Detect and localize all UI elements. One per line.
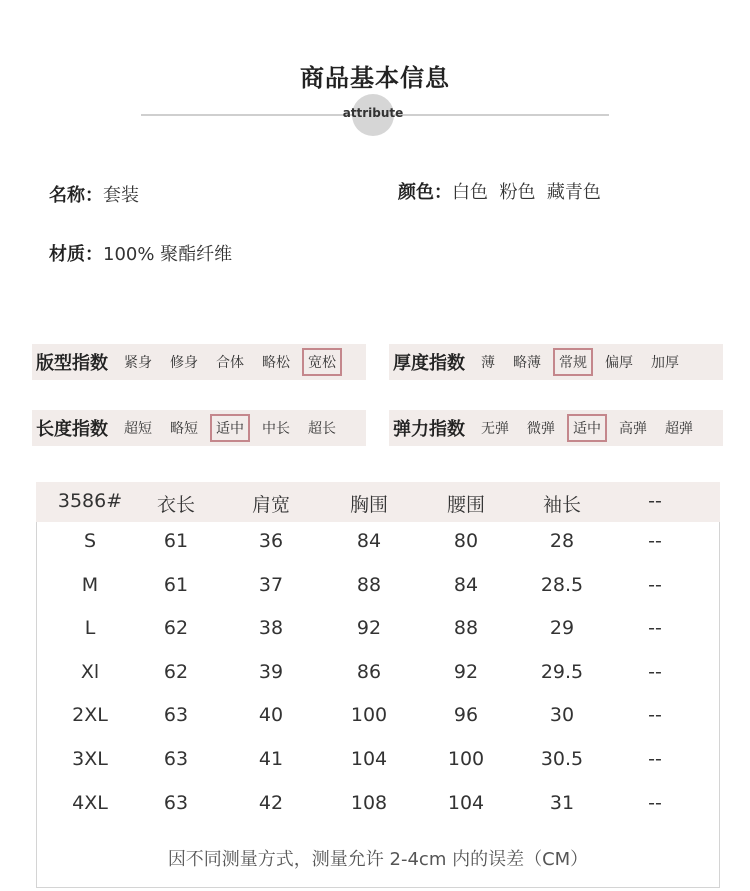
- info-color-key: 颜色：: [398, 182, 452, 203]
- fit-option: 合体: [216, 355, 244, 371]
- table-cell: 29.5: [540, 660, 584, 683]
- table-cell: 62: [163, 660, 189, 683]
- table-header-cell: 衣长: [156, 494, 196, 516]
- thickness-index-label: 厚度指数: [393, 353, 465, 374]
- table-cell: 41: [258, 748, 284, 770]
- measurement-note: 因不同测量方式，测量允许 2-4cm 内的误差（CM）: [167, 849, 589, 870]
- table-cell: 36: [258, 530, 284, 552]
- table-cell: 108: [350, 791, 388, 814]
- table-cell: M: [81, 573, 99, 596]
- fit-option: 略松: [262, 355, 290, 371]
- table-cell: 96: [453, 704, 479, 727]
- info-name: [49, 181, 139, 207]
- elasticity-option: 适中: [567, 414, 607, 442]
- table-header-cell: --: [648, 490, 662, 512]
- fit-option: 宽松: [302, 348, 342, 376]
- info-material-key: 材质：: [49, 244, 103, 265]
- info-color: [398, 178, 601, 204]
- elasticity-option: 超弹: [665, 421, 693, 437]
- fit-option: 紧身: [124, 355, 152, 371]
- thickness-option: 略薄: [513, 355, 541, 371]
- elasticity-option: 微弹: [527, 421, 555, 437]
- length-option: 中长: [262, 421, 290, 437]
- table-cell: --: [648, 704, 662, 727]
- table-cell: --: [648, 530, 662, 552]
- thickness-option: 偏厚: [605, 355, 633, 371]
- length-option: 超长: [308, 421, 336, 437]
- table-cell: --: [648, 617, 662, 640]
- table-cell: 100: [447, 748, 485, 770]
- table-cell: 104: [447, 791, 485, 814]
- elasticity-index-label: 弹力指数: [393, 419, 465, 440]
- table-cell: 61: [163, 530, 189, 552]
- table-cell: 63: [163, 748, 189, 770]
- table-cell: 29: [549, 617, 575, 640]
- table-cell: 86: [356, 660, 382, 683]
- table-cell: --: [648, 791, 662, 814]
- fit-option: 修身: [170, 355, 198, 371]
- table-cell: 28.5: [540, 573, 584, 596]
- table-cell: 104: [350, 748, 388, 770]
- info-material: [49, 240, 232, 266]
- length-index-bar: [32, 410, 366, 446]
- info-material-value: 100% 聚酯纤维: [103, 244, 233, 265]
- thickness-index-bar: [389, 344, 723, 380]
- table-cell: 62: [163, 617, 189, 640]
- thickness-option: 常规: [553, 348, 593, 376]
- table-cell: 88: [453, 617, 479, 640]
- table-cell: L: [84, 617, 96, 640]
- table-cell: 63: [163, 704, 189, 727]
- thickness-option: 薄: [481, 355, 495, 371]
- table-header-cell: 腰围: [446, 494, 486, 516]
- table-cell: 28: [549, 530, 575, 552]
- length-option: 适中: [210, 414, 250, 442]
- table-cell: Xl: [80, 660, 100, 683]
- table-header-cell: 胸围: [349, 494, 389, 516]
- table-cell: 100: [350, 704, 388, 727]
- fit-index-bar: [32, 344, 366, 380]
- page-title: 商品基本信息: [300, 64, 450, 92]
- table-cell: 4XL: [72, 791, 108, 814]
- table-cell: 37: [258, 573, 284, 596]
- table-cell: 30.5: [540, 748, 584, 770]
- table-cell: 88: [356, 573, 382, 596]
- table-cell: 80: [453, 530, 479, 552]
- table-header-cell: 肩宽: [251, 494, 291, 516]
- table-cell: 63: [163, 791, 189, 814]
- elasticity-option: 无弹: [481, 421, 509, 437]
- info-color-value: 白色 粉色 藏青色: [452, 182, 601, 203]
- fit-index-label: 版型指数: [36, 353, 108, 374]
- length-option: 略短: [170, 421, 198, 437]
- length-option: 超短: [124, 421, 152, 437]
- elasticity-index-bar: [389, 410, 723, 446]
- length-index-label: 长度指数: [36, 419, 108, 440]
- thickness-option: 加厚: [651, 355, 679, 371]
- table-cell: 31: [549, 791, 575, 814]
- table-cell: --: [648, 748, 662, 770]
- table-cell: 39: [258, 660, 284, 683]
- elasticity-option: 高弹: [619, 421, 647, 437]
- table-cell: 84: [453, 573, 479, 596]
- table-cell: 40: [258, 704, 284, 727]
- table-cell: 92: [356, 617, 382, 640]
- table-cell: 3XL: [72, 748, 108, 770]
- info-name-key: 名称：: [49, 185, 103, 206]
- table-cell: 84: [356, 530, 382, 552]
- table-cell: S: [83, 530, 97, 552]
- table-cell: 92: [453, 660, 479, 683]
- table-cell: 42: [258, 791, 284, 814]
- table-cell: --: [648, 660, 662, 683]
- table-cell: 2XL: [72, 704, 108, 727]
- table-header-cell: 3586#: [57, 490, 123, 512]
- table-header-cell: 袖长: [542, 494, 582, 516]
- title-subtitle: attribute: [342, 106, 404, 120]
- table-cell: 61: [163, 573, 189, 596]
- table-cell: 30: [549, 704, 575, 727]
- info-name-value: 套装: [103, 185, 139, 206]
- table-cell: --: [648, 573, 662, 596]
- table-cell: 38: [258, 617, 284, 640]
